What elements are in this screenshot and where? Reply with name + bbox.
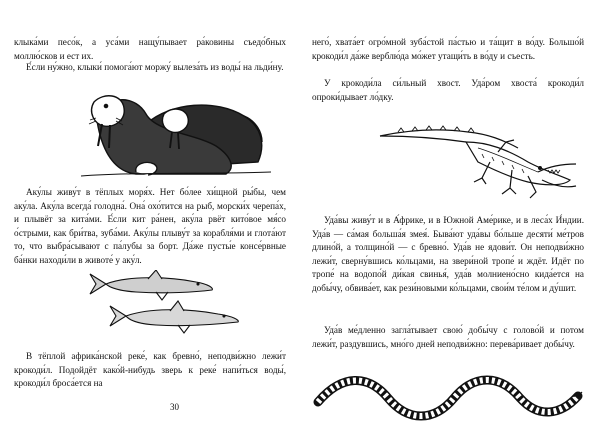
boa-illustration bbox=[312, 368, 584, 424]
walrus-illustration bbox=[76, 84, 276, 179]
left-paragraph-2-text: Е́сли ну́жно, клыки́ помога́ют моржу́ вылеза́ть из воды́ на льди́ну. bbox=[26, 62, 284, 72]
right-paragraph-4 bbox=[312, 324, 584, 351]
crocodile-illustration bbox=[378, 112, 578, 202]
right-paragraph-3-text: Уда́вы живу́т и в А́фрике, и в Южной Аме́рике, и в леса́х И́ндии. Уда́в — са́мая больша́я змея́. Быва́ют уда́вы бо́льше десяти́ ме́тров длино́й, а толщино́й — с бревно́. Уда́в не ядови́т. Он неподви́жно лежи́т, сверну́вшись ко́льцами, на звери́ной тропе́ и ждёт. Идёт по тропе́ на водопо́й ди́кая свинья́, уда́в молниено́сно кида́ется на добы́чу, обвива́ет, как рези́новыми ко́льцами, свои́м те́лом и ду́шит. bbox=[312, 215, 584, 293]
page-number: 30 bbox=[170, 402, 179, 412]
right-paragraph-3 bbox=[312, 214, 584, 296]
left-paragraph-4 bbox=[14, 350, 286, 391]
left-paragraph-3-text: Аку́лы живу́т в тёплых моря́х. Нет бо́лее хи́щной ры́бы, чем аку́ла. Аку́ла всегда́ голодна́. Она́ охо́тится на рыб, морски́х черепа́х, и плывёт за кита́ми. Е́сли кит ра́нен, аку́ла рвёт кито́вое мя́со о́стрыми, как бри́тва, зуба́ми. Аку́лы плыву́т за корабля́ми и глота́ют то, что выбра́сывают с па́лубы за борт. Да́же пусты́е консе́рвные ба́нки находи́ли в животе́ у аку́л. bbox=[14, 187, 286, 265]
right-paragraph-2 bbox=[312, 77, 584, 104]
left-page bbox=[14, 0, 286, 429]
shark-icon bbox=[90, 270, 238, 333]
walrus-icon bbox=[81, 96, 271, 176]
sharks-illustration bbox=[86, 270, 256, 340]
left-paragraph-4-text: В тёплой африка́нской реке́, как бревно́, неподви́жно лежи́т крокоди́л. Подойдёт како́й-нибудь зверь к реке́ напи́ться воды́, крокоди́л броса́ется на bbox=[14, 351, 286, 389]
right-page bbox=[312, 0, 584, 429]
left-paragraph-2 bbox=[14, 61, 286, 75]
snake-icon bbox=[318, 380, 582, 416]
left-paragraph-3 bbox=[14, 186, 286, 268]
left-paragraph-1: клыка́ми песо́к, а уса́ми нащу́пывает ра́ковины съедо́бных моллю́сков и ест их. bbox=[14, 37, 286, 61]
crocodile-icon bbox=[380, 126, 576, 198]
right-paragraph-4-text: Уда́в ме́дленно загла́тывает свою́ добы́чу с голово́й и потом лежи́т, раздувшись, мно́го дней неподви́жно: перева́ривает добы́чу. bbox=[312, 325, 584, 349]
right-paragraph-2-text: У крокоди́ла си́льный хвост. Уда́ром хвоста́ крокоди́л опроки́дывает ло́дку. bbox=[312, 78, 584, 102]
right-paragraph-1: него́, хвата́ет огро́мной зуба́стой па́стью и та́щит в во́ду. Большо́й крокоди́л да́же верблю́да мо́жет утащи́ть в во́ду и съесть. bbox=[312, 37, 584, 61]
